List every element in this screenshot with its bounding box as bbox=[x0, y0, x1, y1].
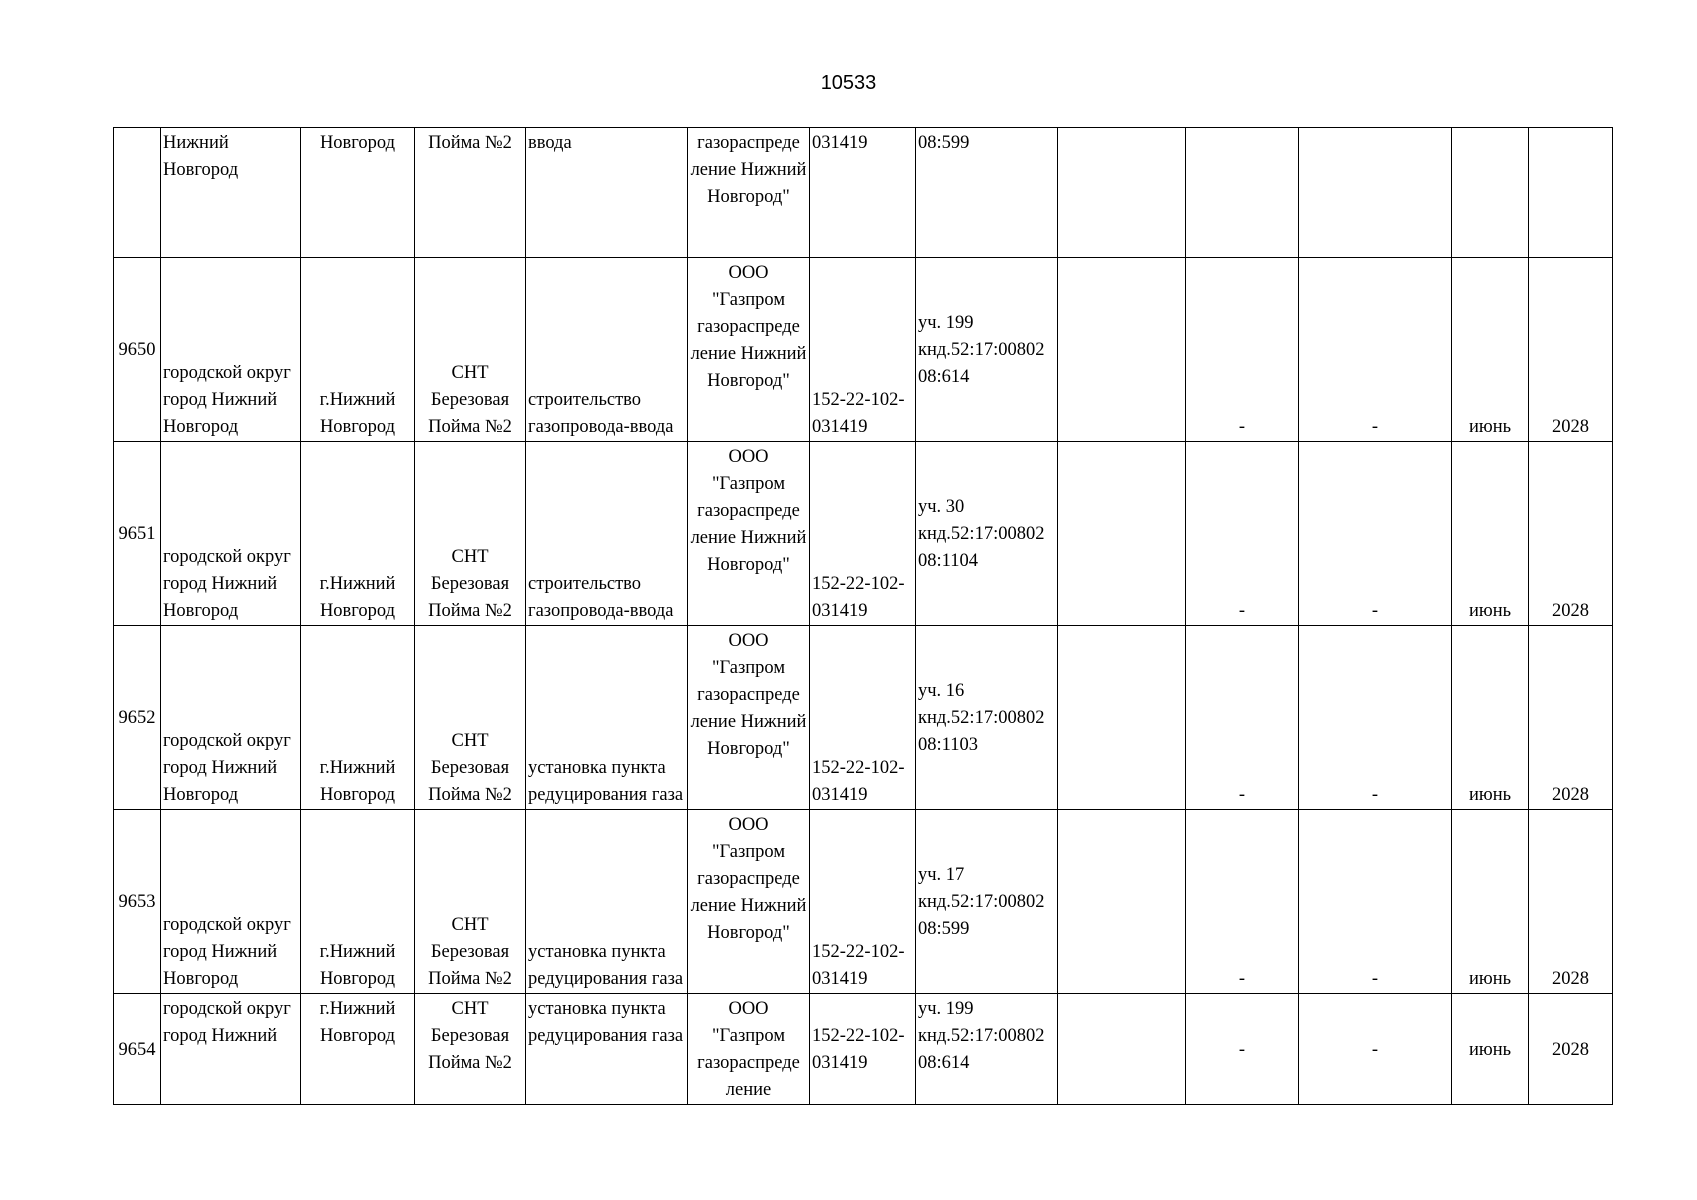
cell-empty bbox=[1058, 128, 1186, 258]
cell-district: Нижний Новгород bbox=[161, 128, 301, 258]
cell-city: г.Нижний Новгород bbox=[301, 994, 415, 1105]
cell-district: городской округ город Нижний Новгород bbox=[161, 442, 301, 626]
cell-dash-1: - bbox=[1186, 994, 1299, 1105]
cell-city: г.Нижний Новгород bbox=[301, 258, 415, 442]
cell-year: 2028 bbox=[1529, 258, 1613, 442]
cell-year: 2028 bbox=[1529, 994, 1613, 1105]
cell-month: июнь bbox=[1452, 810, 1529, 994]
cell-district: городской округ город Нижний Новгород bbox=[161, 626, 301, 810]
table-row-continuation bbox=[114, 128, 1613, 258]
cell-year: 2028 bbox=[1529, 626, 1613, 810]
table-row bbox=[114, 442, 1613, 626]
cell-work: строительство газопровода-ввода bbox=[526, 258, 688, 442]
cell-city: г.Нижний Новгород bbox=[301, 626, 415, 810]
cell-month: июнь bbox=[1452, 626, 1529, 810]
cell-dash-2: - bbox=[1299, 994, 1452, 1105]
cell-empty bbox=[1529, 128, 1613, 258]
cell-city: г.Нижний Новгород bbox=[301, 442, 415, 626]
cell-cert: 152-22-102-031419 bbox=[810, 626, 916, 810]
register-table bbox=[113, 127, 1613, 1105]
cell-empty bbox=[1186, 128, 1299, 258]
cell-org: ООО "Газпром газораспреде ление Нижний Новгород" bbox=[688, 258, 810, 442]
cell-dash-1: - bbox=[1186, 442, 1299, 626]
cell-org: ООО "Газпром газораспреде ление bbox=[688, 994, 810, 1105]
cell-number: 9651 bbox=[114, 442, 161, 626]
cell-plot: уч. 16 кнд.52:17:00802 08:1103 bbox=[916, 626, 1058, 810]
cell-cert: 152-22-102-031419 bbox=[810, 442, 916, 626]
cell-dash-1: - bbox=[1186, 810, 1299, 994]
cell-plot: уч. 17 кнд.52:17:00802 08:599 bbox=[916, 810, 1058, 994]
cell-cert: 152-22-102-031419 bbox=[810, 258, 916, 442]
cell-month: июнь bbox=[1452, 994, 1529, 1105]
cell-org: ООО "Газпром газораспреде ление Нижний Новгород" bbox=[688, 626, 810, 810]
cell-place: СНТ Березовая Пойма №2 bbox=[415, 442, 526, 626]
cell-district: городской округ город Нижний Новгород bbox=[161, 258, 301, 442]
cell-work: строительство газопровода-ввода bbox=[526, 442, 688, 626]
cell-empty bbox=[1452, 128, 1529, 258]
cell-dash-1: - bbox=[1186, 626, 1299, 810]
cell-dash-2: - bbox=[1299, 258, 1452, 442]
cell-empty bbox=[1058, 810, 1186, 994]
cell-dash-2: - bbox=[1299, 810, 1452, 994]
cell-plot: 08:599 bbox=[916, 128, 1058, 258]
cell-plot: уч. 199 кнд.52:17:00802 08:614 bbox=[916, 258, 1058, 442]
cell-month: июнь bbox=[1452, 442, 1529, 626]
cell-dash-2: - bbox=[1299, 626, 1452, 810]
cell-number: 9653 bbox=[114, 810, 161, 994]
cell-org: ООО "Газпром газораспреде ление Нижний Новгород" bbox=[688, 442, 810, 626]
cell-empty bbox=[1058, 994, 1186, 1105]
cell-empty bbox=[1058, 258, 1186, 442]
cell-org: газораспреде ление Нижний Новгород" bbox=[688, 128, 810, 258]
cell-empty bbox=[1058, 626, 1186, 810]
cell-empty bbox=[1299, 128, 1452, 258]
cell-cert: 152-22-102-031419 bbox=[810, 994, 916, 1105]
table-row bbox=[114, 810, 1613, 994]
cell-plot: уч. 199 кнд.52:17:00802 08:614 bbox=[916, 994, 1058, 1105]
cell-place: СНТ Березовая Пойма №2 bbox=[415, 994, 526, 1105]
cell-year: 2028 bbox=[1529, 442, 1613, 626]
page-number: 10533 bbox=[820, 72, 877, 94]
cell-number: 9652 bbox=[114, 626, 161, 810]
cell-cert: 031419 bbox=[810, 128, 916, 258]
cell-place: СНТ Березовая Пойма №2 bbox=[415, 626, 526, 810]
cell-year: 2028 bbox=[1529, 810, 1613, 994]
cell-dash-1: - bbox=[1186, 258, 1299, 442]
cell-org: ООО "Газпром газораспреде ление Нижний Новгород" bbox=[688, 810, 810, 994]
cell-place: СНТ Березовая Пойма №2 bbox=[415, 810, 526, 994]
cell-plot: уч. 30 кнд.52:17:00802 08:1104 bbox=[916, 442, 1058, 626]
cell-work: установка пункта редуцирования газа bbox=[526, 810, 688, 994]
table-row bbox=[114, 626, 1613, 810]
table-body bbox=[114, 128, 1613, 1105]
cell-work: установка пункта редуцирования газа bbox=[526, 994, 688, 1105]
cell-empty bbox=[1058, 442, 1186, 626]
cell-number: 9650 bbox=[114, 258, 161, 442]
table-row bbox=[114, 258, 1613, 442]
cell-month: июнь bbox=[1452, 258, 1529, 442]
cell-cert: 152-22-102-031419 bbox=[810, 810, 916, 994]
cell-place: СНТ Березовая Пойма №2 bbox=[415, 258, 526, 442]
table-row bbox=[114, 994, 1613, 1105]
cell-district: городской округ город Нижний bbox=[161, 994, 301, 1105]
cell-work: ввода bbox=[526, 128, 688, 258]
cell-city: Новгород bbox=[301, 128, 415, 258]
cell-district: городской округ город Нижний Новгород bbox=[161, 810, 301, 994]
cell-city: г.Нижний Новгород bbox=[301, 810, 415, 994]
cell-place: Пойма №2 bbox=[415, 128, 526, 258]
cell-number bbox=[114, 128, 161, 258]
cell-number: 9654 bbox=[114, 994, 161, 1105]
cell-work: установка пункта редуцирования газа bbox=[526, 626, 688, 810]
cell-dash-2: - bbox=[1299, 442, 1452, 626]
